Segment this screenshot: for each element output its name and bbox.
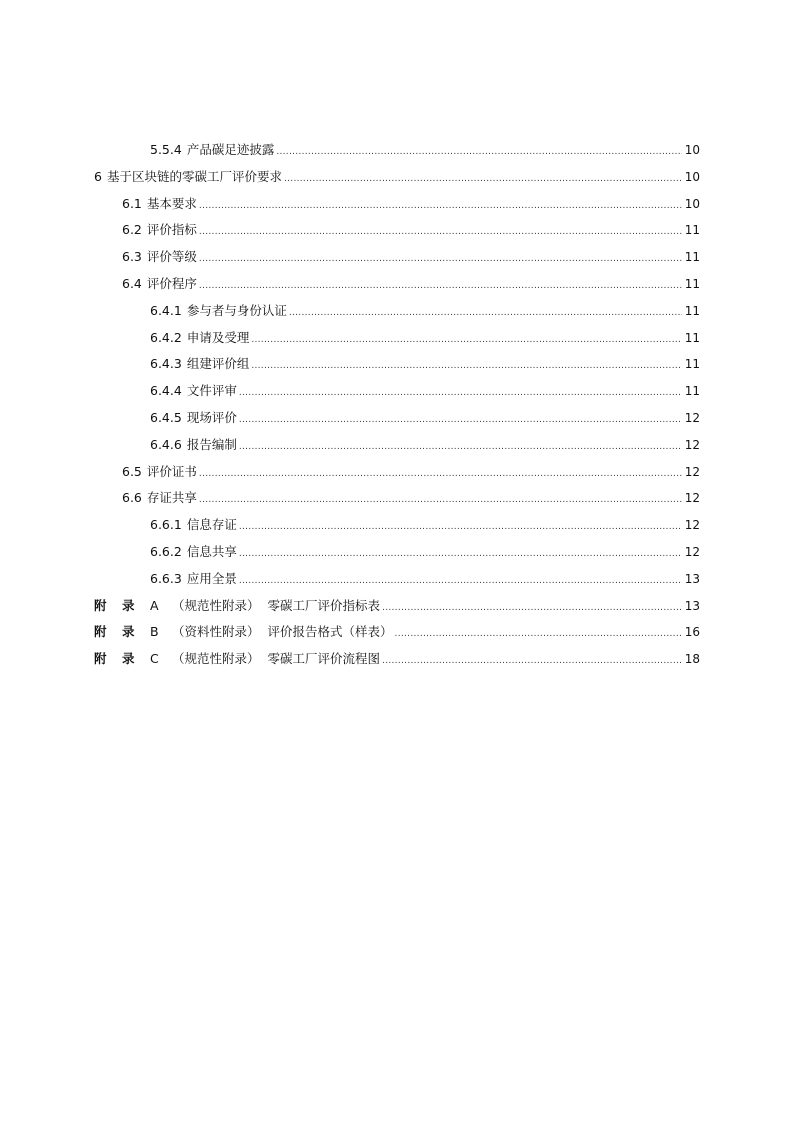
toc-entry-number: 6.4 bbox=[122, 275, 142, 291]
toc-entry-title: 基本要求 bbox=[146, 195, 197, 211]
toc-entry-number: 6.6 bbox=[122, 490, 142, 506]
toc-entry-number: 6.5 bbox=[122, 463, 142, 479]
toc-entry-page: 12 bbox=[684, 464, 700, 479]
toc-entry-number: 6.4.3 bbox=[150, 356, 182, 372]
toc-entry-number: 6.4.5 bbox=[150, 409, 182, 425]
toc-entry-6-4-4[interactable] bbox=[94, 378, 700, 405]
toc-entry-6-5[interactable] bbox=[94, 459, 700, 486]
toc-entry-page: 11 bbox=[684, 330, 700, 345]
table-of-contents bbox=[94, 137, 700, 673]
toc-appendix-c[interactable] bbox=[94, 646, 700, 673]
toc-entry-number: 5.5.4 bbox=[150, 142, 182, 157]
toc-entry-title: 评价证书 bbox=[146, 463, 197, 479]
toc-entry-title: 现场评价 bbox=[186, 409, 237, 425]
toc-entry-title: 参与者与身份认证 bbox=[186, 302, 287, 318]
dot-leader bbox=[199, 246, 682, 273]
toc-entry-6-1[interactable] bbox=[94, 191, 700, 218]
dot-leader bbox=[199, 487, 682, 514]
toc-entry-6-2[interactable] bbox=[94, 217, 700, 244]
toc-entry-page: 13 bbox=[684, 598, 700, 613]
toc-entry-page: 11 bbox=[684, 384, 700, 399]
toc-entry-title: 文件评审 bbox=[186, 383, 237, 399]
toc-entry-6-4-2[interactable] bbox=[94, 325, 700, 352]
toc-entry-number: 6.4.1 bbox=[150, 302, 182, 318]
toc-entry-page: 11 bbox=[684, 276, 700, 291]
toc-entry-page: 16 bbox=[684, 625, 700, 640]
toc-entry-page: 12 bbox=[684, 544, 700, 559]
toc-entry-page: 12 bbox=[684, 437, 700, 452]
toc-entry-6-6-3[interactable] bbox=[94, 566, 700, 593]
toc-entry-6-4-1[interactable] bbox=[94, 298, 700, 325]
dot-leader bbox=[239, 380, 682, 407]
dot-leader bbox=[239, 541, 682, 568]
toc-entry-number: 6.4.2 bbox=[150, 329, 182, 345]
appendix-label: 附 录 C bbox=[94, 651, 159, 667]
toc-entry-number: 6.6.1 bbox=[150, 517, 182, 533]
toc-entry-6-4-3[interactable] bbox=[94, 351, 700, 378]
toc-entry-page: 11 bbox=[684, 303, 700, 318]
dot-leader bbox=[395, 621, 682, 648]
toc-entry-page: 11 bbox=[684, 357, 700, 372]
toc-entry-title: 组建评价组 bbox=[186, 356, 250, 372]
appendix-kind: （资料性附录） bbox=[172, 624, 260, 640]
toc-entry-page: 10 bbox=[684, 196, 700, 211]
toc-entry-number: 6 bbox=[94, 168, 102, 184]
toc-entry-title: 存证共享 bbox=[146, 490, 197, 506]
toc-entry-5-5-4[interactable] bbox=[94, 137, 700, 164]
toc-entry-page: 11 bbox=[684, 250, 700, 265]
toc-entry-page: 12 bbox=[684, 518, 700, 533]
dot-leader bbox=[251, 353, 682, 380]
appendix-kind: （规范性附录） bbox=[172, 597, 260, 613]
toc-entry-number: 6.4.4 bbox=[150, 383, 182, 399]
dot-leader bbox=[199, 273, 682, 300]
toc-entry-title: 信息存证 bbox=[186, 517, 237, 533]
dot-leader bbox=[382, 595, 682, 622]
toc-appendix-a[interactable] bbox=[94, 593, 700, 620]
toc-entry-page: 10 bbox=[684, 143, 700, 157]
appendix-kind: （规范性附录） bbox=[172, 651, 260, 667]
toc-entry-page: 12 bbox=[684, 491, 700, 506]
toc-entry-title: 产品碳足迹披露 bbox=[186, 142, 275, 157]
dot-leader bbox=[382, 648, 682, 675]
dot-leader bbox=[199, 461, 682, 488]
toc-entry-6[interactable] bbox=[94, 164, 700, 191]
toc-entry-6-4[interactable] bbox=[94, 271, 700, 298]
appendix-title: 零碳工厂评价流程图 bbox=[267, 651, 381, 667]
toc-entry-page: 12 bbox=[684, 410, 700, 425]
toc-entry-6-6[interactable] bbox=[94, 485, 700, 512]
dot-leader bbox=[239, 568, 682, 595]
dot-leader bbox=[289, 300, 682, 327]
dot-leader bbox=[199, 193, 682, 220]
toc-entry-title: 评价等级 bbox=[146, 249, 197, 265]
dot-leader bbox=[199, 219, 682, 246]
toc-entry-6-6-1[interactable] bbox=[94, 512, 700, 539]
dot-leader bbox=[239, 434, 682, 461]
dot-leader bbox=[239, 407, 682, 434]
appendix-title: 评价报告格式（样表） bbox=[267, 624, 393, 640]
toc-entry-6-6-2[interactable] bbox=[94, 539, 700, 566]
dot-leader bbox=[276, 139, 682, 166]
toc-entry-number: 6.3 bbox=[122, 249, 142, 265]
toc-entry-6-4-6[interactable] bbox=[94, 432, 700, 459]
appendix-label: 附 录 A bbox=[94, 597, 159, 613]
appendix-title: 零碳工厂评价指标表 bbox=[267, 597, 381, 613]
toc-entry-title: 报告编制 bbox=[186, 436, 237, 452]
toc-entry-page: 11 bbox=[684, 223, 700, 238]
dot-leader bbox=[251, 327, 682, 354]
toc-entry-page: 18 bbox=[684, 652, 700, 667]
toc-entry-6-3[interactable] bbox=[94, 244, 700, 271]
toc-entry-number: 6.6.3 bbox=[150, 570, 182, 586]
toc-entry-number: 6.1 bbox=[122, 195, 142, 211]
toc-entry-page: 10 bbox=[684, 169, 700, 184]
toc-entry-page: 13 bbox=[684, 571, 700, 586]
toc-entry-number: 6.4.6 bbox=[150, 436, 182, 452]
toc-entry-number: 6.2 bbox=[122, 222, 142, 238]
dot-leader bbox=[239, 514, 682, 541]
toc-entry-number: 6.6.2 bbox=[150, 543, 182, 559]
toc-entry-title: 应用全景 bbox=[186, 570, 237, 586]
toc-entry-title: 评价程序 bbox=[146, 275, 197, 291]
toc-entry-title: 信息共享 bbox=[186, 543, 237, 559]
toc-entry-6-4-5[interactable] bbox=[94, 405, 700, 432]
dot-leader bbox=[284, 166, 682, 193]
toc-entry-title: 申请及受理 bbox=[186, 329, 250, 345]
toc-entry-title: 评价指标 bbox=[146, 222, 197, 238]
appendix-label: 附 录 B bbox=[94, 624, 159, 640]
toc-entry-title: 基于区块链的零碳工厂评价要求 bbox=[106, 168, 282, 184]
toc-appendix-b[interactable] bbox=[94, 619, 700, 646]
